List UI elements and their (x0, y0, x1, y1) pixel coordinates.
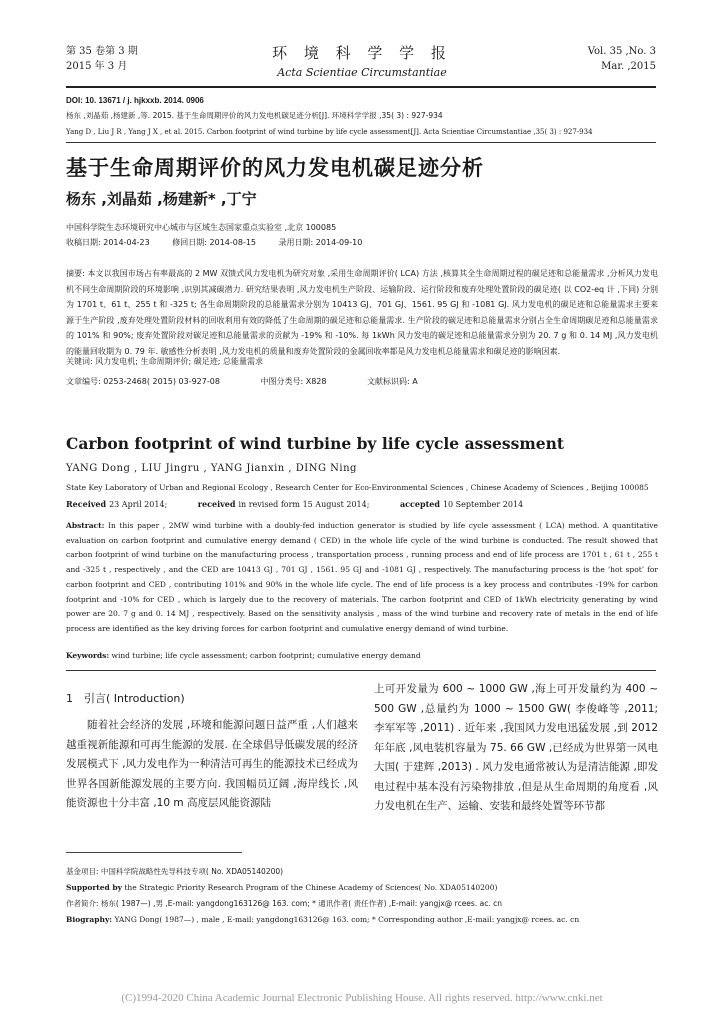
authors-en: YANG Dong , LIU Jingru , YANG Jianxin , DING Ning (66, 463, 357, 474)
copyright-watermark: (C)1994-2020 China Academic Journal Electronic Publishing House. All rights reserved. http://www.cnki.net (121, 992, 603, 1004)
abstract-en-text: In this paper , 2MW wind turbine with a doubly-fed induction generator is studied by life cycle assessment ( LCA) method. A quantitative evaluation on carbon footprint and cumulative energy demand ( CED) in the whole life cycle of the wind turbine is conducted. The result showed that carbon footprint of wind turbine on the manufacturing process , transportation process , running process and end of life process are 1701 t , 61 t , 255 t and -325 t , respectively , and the CED are 10413 GJ , 701 GJ , 1561. 95 GJ and -1081 GJ , respectively. The manufacturing process is the ‘hot spot’ for carbon footprint and CED , contributing 101% and 90% in the whole life cycle. The end of life process is a key process and contributes -19% for carbon footprint and -10% for CED , which is largely due to the recovery of materials. The carbon footprint and CED of 1kWh electricity generating by wind power are 20. 7 g and 0. 14 MJ , respectively. Based on the sensitivity analysis , mass of the wind turbine and recovery rate of metals in the end of life process are identified as the key driving forces for carbon footprint and cumulative energy demand of wind turbine. (66, 521, 658, 633)
fund-footnote-cn: 基金项目: 中国科学院战略性先导科技专项( No. XDA05140200) (66, 867, 284, 876)
running-header-right (588, 44, 656, 74)
author-footnote-cn: 作者简介: 杨东( 1987—) ,男 ,E-mail: yangdong163126@ 163. com; * 通讯作者( 责任作者) ,E-mail: yangjx@ rcees. ac. cn (66, 899, 502, 908)
citation-rule (66, 142, 656, 143)
journal-name-cn: 环 境 科 学 学 报 (272, 44, 452, 62)
dates-en (66, 499, 551, 509)
accepted-date-en: accepted 10 September 2014 (399, 499, 524, 509)
received-date-en: Received 23 April 2014; (66, 499, 168, 509)
issue-date-en: Mar. ,2015 (601, 61, 656, 72)
revised-date-cn: 修回日期: 2014-08-15 (172, 238, 257, 247)
abstract-rule (66, 670, 656, 671)
body-column-right (374, 680, 658, 817)
citation-cn: 杨东 ,刘晶茹 ,杨建新 ,等. 2015. 基于生命周期评价的风力发电机碳足迹分析[J]. 环境科学学报 ,35( 3) : 927-934 (66, 111, 443, 120)
citation-en: Yang D , Liu J R , Yang J X , et al. 2015. Carbon footprint of wind turbine by life cycle assessment[J]. Acta Scientiae Circumstantiae ,35( 3) : 927-934 (66, 128, 593, 136)
title-en: Carbon footprint of wind turbine by life cycle assessment (66, 434, 565, 453)
volume-issue: 第 35 卷第 3 期 (66, 46, 138, 57)
accepted-date-cn: 录用日期: 2014-09-10 (278, 238, 363, 247)
body-paragraph-right: 上可开发量为 600 ~ 1000 GW ,海上可开发量约为 400 ~ 500 GW ,总量约为 1000 ~ 1500 GW( 李俊峰等 ,2011; 李军军等 ,2011) . 近年来 ,我国风力发电迅猛发展 ,到 2012 年年底 ,风电装机容量为 75. 66 GW ,已经成为世界第一风电大国( 于建辉 ,2013) . 风力发电通常被认为是清洁能源 ,即发电过程中基本没有污染物排放 ,但是从生命周期的角度看 ,风力发电机在生产、运输、安装和最终处置等环节都 (374, 683, 658, 812)
revised-date-en: received in revised form 15 August 2014; (197, 499, 370, 509)
page-title: 基于生命周期评价的风力发电机碳足迹分析 (66, 156, 484, 180)
keywords-en-label: Keywords: (66, 651, 110, 660)
dates-cn (66, 237, 382, 248)
article-number: 文章编号: 0253-2468( 2015) 03-927-08 (66, 377, 220, 386)
doi: DOI: 10. 13671 / j. hjkxxb. 2014. 0906 (66, 96, 204, 105)
biography-footnote-en: Biography: YANG Dong( 1987—) , male , E-mail: yangdong163126@ 163. com; * Corresponding author ,E-mail: yangjx@ rcees. ac. cn (66, 915, 580, 924)
header-rule (66, 86, 656, 88)
volume-issue-en: Vol. 35 ,No. 3 (587, 46, 656, 57)
article-meta-cn (66, 376, 456, 387)
body-paragraph-left: 随着社会经济的发展 ,环境和能源问题日益严重 ,人们越来越重视新能源和可再生能源的发展. 在全球倡导低碳发展的经济发展模式下 ,风力发电作为一种清洁可再生的能源技术已经成为世界各国新能源发展的主要方向. 我国幅员辽阔 ,海岸线长 ,风能资源也十分丰富 ,10 m 高度层风能资源陆 (66, 719, 358, 809)
abstract-cn: 摘要: 本文以我国市场占有率最高的 2 MW 双馈式风力发电机为研究对象 ,采用生命周期评价( LCA) 方法 ,核算其全生命周期过程的碳足迹和总能量需求 ,分析风力发电机不同生命周期阶段的环境影响 ,识别其减碳潜力. 研究结果表明 ,风力发电机生产阶段、运输阶段、运行阶段和废弃处理处置阶段的碳足迹( 以 CO2-eq 计 ,下同) 分别为 1701 t、61 t、255 t 和 -325 t; 各生命周期阶段的总能量需求分别为 10413 GJ、701 GJ、1561. 95 GJ 和 -1081 GJ. 风力发电机的碳足迹和总能量需求主要来源于生产阶段 ,废弃处理处置阶段材料的回收利用有效的降低了生命周期的碳足迹和总能量需求. 生产阶段的碳足迹和总能量需求分别占全生命周期碳足迹和总能量需求的 101% 和 90%; 废弃处置阶段对碳足迹和总能量需求的贡献为 -19% 和 -10%. 每 1kWh 风力发电的碳足迹和总能量需求分别为 20. 7 g 和 0. 14 MJ ,风力发电机的能量回收期为 0. 79 年. 敏感性分析表明 ,风力发电机的质量和废弃处置阶段的金属回收率都是风力发电机总能量需求和碳足迹的影响因素. (66, 269, 658, 356)
affiliation-cn: 中国科学院生态环境研究中心城市与区域生态国家重点实验室 ,北京 100085 (66, 223, 337, 232)
keywords-en (66, 651, 421, 660)
clc-number: 中图分类号: X828 (260, 377, 327, 386)
received-date-cn: 收稿日期: 2014-04-23 (66, 238, 150, 247)
authors-cn: 杨东 ,刘晶茹 ,杨建新* ,丁宁 (66, 190, 257, 208)
journal-name-en: Acta Scientiae Circumstantiae (277, 66, 447, 79)
section-heading: 1 引言( Introduction) (66, 692, 185, 705)
document-code: 文献标识码: A (367, 377, 418, 386)
affiliation-en: State Key Laboratory of Urban and Regional Ecology , Research Center for Eco-Environmental Sciences , Chinese Academy of Sciences , Beijing 100085 (66, 483, 649, 492)
fund-footnote-en: Supported by the Strategic Priority Research Program of the Chinese Academy of Sciences( No. XDA05140200) (66, 883, 498, 892)
abstract-en (66, 519, 658, 637)
issue-date: 2015 年 3 月 (66, 61, 128, 72)
abstract-en-label: Abstract: (66, 521, 105, 530)
body-column-left (66, 690, 358, 814)
footnote-rule (66, 852, 242, 853)
keywords-en-text: wind turbine; life cycle assessment; carbon footprint; cumulative energy demand (111, 651, 421, 660)
keywords-cn: 关键词: 风力发电机; 生命周期评价; 碳足迹; 总能量需求 (66, 357, 263, 366)
